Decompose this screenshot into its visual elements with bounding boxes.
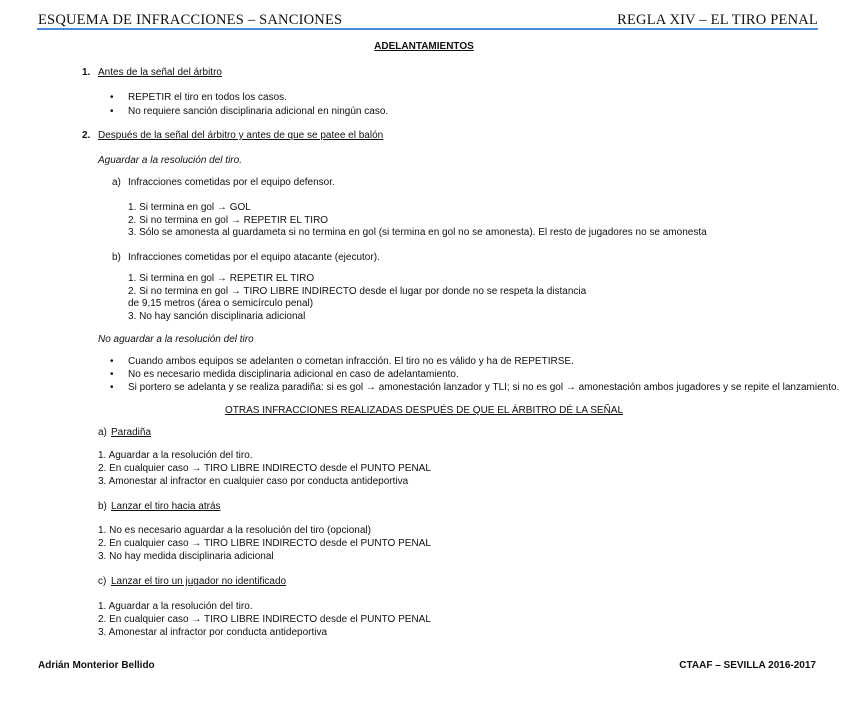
list-item: 2. En cualquier caso → TIRO LIBRE INDIRECTO desde el PUNTO PENAL — [98, 538, 431, 549]
sub-b-title: Infracciones cometidas por el equipo atacante (ejecutor). — [128, 252, 380, 263]
list-item: de 9,15 metros (área o semicírculo penal) — [128, 298, 314, 309]
wait-label: Aguardar a la resolución del tiro. — [98, 155, 242, 166]
list-item: 3. No hay medida disciplinaria adicional — [98, 551, 274, 562]
header-right-title: REGLA XIV – EL TIRO PENAL — [617, 12, 818, 28]
page-title: ADELANTAMIENTOS — [374, 41, 474, 52]
other-b-marker: b) — [98, 501, 107, 512]
header-left-title: ESQUEMA DE INFRACCIONES – SANCIONES — [38, 12, 343, 28]
other-c-marker: c) — [98, 576, 107, 587]
other-c-title: Lanzar el tiro un jugador no identificado — [111, 576, 287, 587]
nowait-bullet: • Si portero se adelanta y se realiza paradiña: si es gol → amonestación lanzador y TLI; si no es gol → amonestación ambos jugadores y se repite el lanzamiento. — [128, 382, 839, 394]
section-2-heading: Después de la señal del árbitro y antes de que se patee el balón — [98, 130, 384, 141]
list-item: 1. Aguardar a la resolución del tiro. — [98, 601, 253, 612]
nowait-label: No aguardar a la resolución del tiro — [98, 334, 254, 345]
list-item: 1. Aguardar a la resolución del tiro. — [98, 450, 253, 461]
header-divider — [37, 28, 818, 30]
section-1-bullet: • REPETIR el tiro en todos los casos. — [128, 92, 287, 104]
footer-organization: CTAAF – SEVILLA 2016-2017 — [679, 660, 816, 671]
other-b-title: Lanzar el tiro hacia atrás — [111, 501, 221, 512]
sub-b-marker: b) — [112, 252, 121, 263]
other-infractions-title: OTRAS INFRACCIONES REALIZADAS DESPUÉS DE QUE EL ÁRBITRO DÉ LA SEÑAL — [224, 405, 624, 416]
list-item: 3. Sólo se amonesta al guardameta si no termina en gol (si termina en gol no se amonesta). El resto de jugadores no se amonesta — [128, 227, 707, 238]
other-a-marker: a) — [98, 427, 107, 438]
list-item: 3. No hay sanción disciplinaria adicional — [128, 311, 306, 322]
sub-a-title: Infracciones cometidas por el equipo defensor. — [128, 177, 335, 188]
list-item: 1. Si termina en gol → GOL — [128, 202, 251, 213]
section-1-bullet: • No requiere sanción disciplinaria adicional en ningún caso. — [128, 106, 388, 118]
section-1-number: 1. — [82, 67, 91, 78]
list-item: 2. En cualquier caso → TIRO LIBRE INDIRECTO desde el PUNTO PENAL — [98, 614, 431, 625]
list-item: 3. Amonestar al infractor por conducta antideportiva — [98, 627, 328, 638]
footer-author: Adrián Monterior Bellido — [38, 660, 155, 671]
list-item: 1. No es necesario aguardar a la resolución del tiro (opcional) — [98, 525, 371, 536]
section-2-number: 2. — [82, 130, 91, 141]
other-a-title: Paradiña — [111, 427, 152, 438]
list-item: 2. Si no termina en gol → TIRO LIBRE INDIRECTO desde el lugar por donde no se respeta la distancia — [128, 286, 587, 297]
list-item: 2. En cualquier caso → TIRO LIBRE INDIRECTO desde el PUNTO PENAL — [98, 463, 431, 474]
list-item: 3. Amonestar al infractor en cualquier caso por conducta antideportiva — [98, 476, 409, 487]
section-1-heading: Antes de la señal del árbitro — [98, 67, 222, 78]
nowait-bullet: • Cuando ambos equipos se adelanten o cometan infracción. El tiro no es válido y ha de REPETIRSE. — [128, 356, 574, 368]
sub-a-marker: a) — [112, 177, 121, 188]
list-item: 1. Si termina en gol → REPETIR EL TIRO — [128, 273, 315, 284]
nowait-bullet: • No es necesario medida disciplinaria adicional en caso de adelantamiento. — [128, 369, 459, 381]
list-item: 2. Si no termina en gol → REPETIR EL TIRO — [128, 215, 329, 226]
